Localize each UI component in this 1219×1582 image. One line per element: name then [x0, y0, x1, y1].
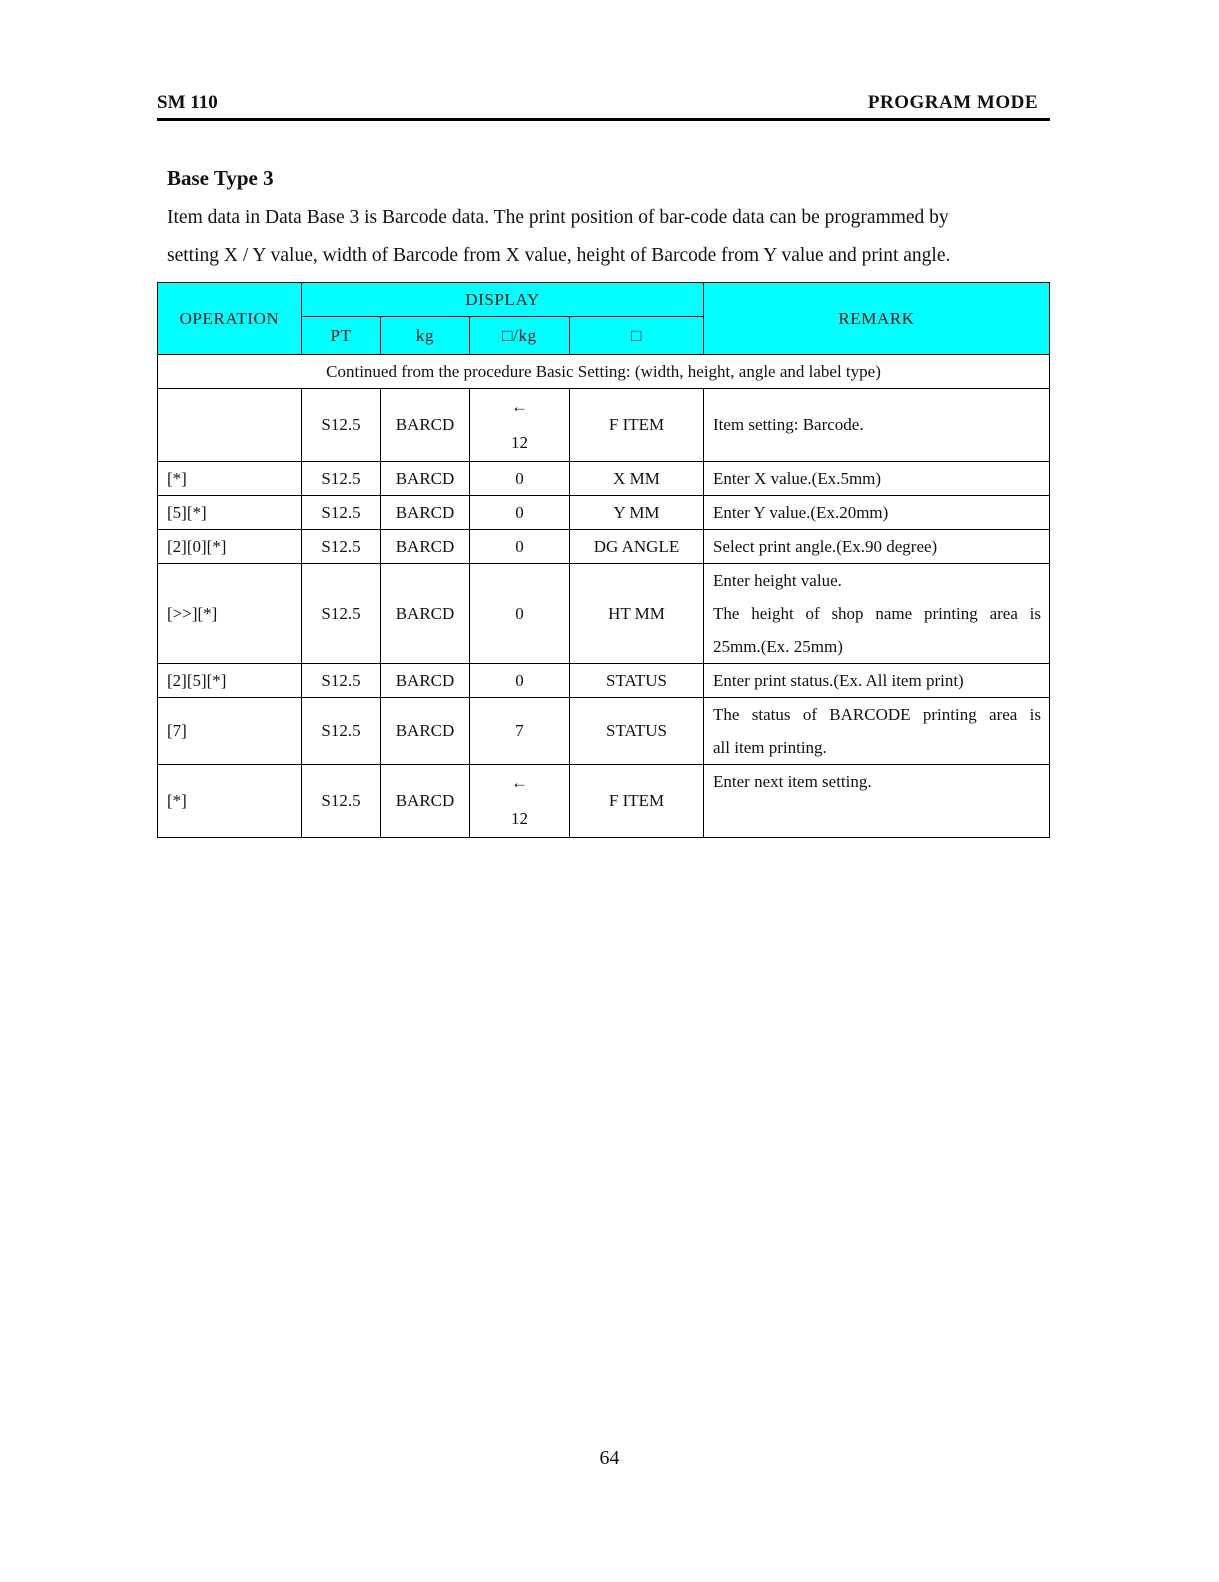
display-cell: STATUS	[570, 698, 704, 765]
remark-cell	[704, 698, 1050, 765]
op-cell: [*]	[158, 765, 302, 838]
remark-cell: Enter next item setting.	[704, 765, 1050, 838]
kg-cell: BARCD	[381, 564, 470, 664]
price-cell: 0	[470, 496, 570, 530]
table-row	[158, 664, 1050, 698]
remark-cell: Enter Y value.(Ex.20mm)	[704, 496, 1050, 530]
remark-line: 25mm.(Ex. 25mm)	[713, 637, 843, 656]
remark-cell: Select print angle.(Ex.90 degree)	[704, 530, 1050, 564]
display-cell: X MM	[570, 462, 704, 496]
header-price: □	[570, 317, 704, 355]
page-header	[157, 90, 1050, 121]
table-row	[158, 496, 1050, 530]
table-row	[158, 765, 1050, 838]
display-cell: Y MM	[570, 496, 704, 530]
header-operation: OPERATION	[158, 283, 302, 355]
table-row	[158, 462, 1050, 496]
intro-paragraph	[167, 199, 1047, 275]
kg-cell: BARCD	[381, 389, 470, 462]
kg-cell: BARCD	[381, 664, 470, 698]
procedure-table	[157, 282, 1050, 838]
pt-cell: S12.5	[302, 664, 381, 698]
pt-cell: S12.5	[302, 496, 381, 530]
remark-cell: Enter X value.(Ex.5mm)	[704, 462, 1050, 496]
continued-note: Continued from the procedure Basic Setting: (width, height, angle and label type)	[158, 355, 1050, 389]
price-cell: 7	[470, 698, 570, 765]
price-cell	[470, 389, 570, 462]
display-cell: STATUS	[570, 664, 704, 698]
remark-line: all item printing.	[713, 738, 827, 757]
model-name: SM 110	[157, 92, 218, 113]
op-cell	[158, 389, 302, 462]
display-cell: HT MM	[570, 564, 704, 664]
header-display: DISPLAY	[302, 283, 704, 317]
table-row	[158, 389, 1050, 462]
header-price-per-kg: □/kg	[470, 317, 570, 355]
header-remark: REMARK	[704, 283, 1050, 355]
left-arrow-icon: ←	[511, 773, 528, 792]
price-cell: 0	[470, 462, 570, 496]
intro-line: setting X / Y value, width of Barcode from X value, height of Barcode from Y value and print angle.	[167, 245, 951, 266]
remark-line: The status of BARCODE printing area is	[713, 705, 1041, 724]
page-number: 64	[599, 1447, 620, 1469]
display-cell: F ITEM	[570, 389, 704, 462]
price-cell: 0	[470, 664, 570, 698]
op-cell: [>>][*]	[158, 564, 302, 664]
display-cell: F ITEM	[570, 765, 704, 838]
table-row	[158, 698, 1050, 765]
pt-cell: S12.5	[302, 564, 381, 664]
kg-cell: BARCD	[381, 462, 470, 496]
mode-name: PROGRAM MODE	[867, 92, 1038, 113]
op-cell: [5][*]	[158, 496, 302, 530]
remark-line: The height of shop name printing area is	[713, 604, 1041, 623]
price-cell: 0	[470, 530, 570, 564]
price-cell	[470, 765, 570, 838]
op-cell: [2][5][*]	[158, 664, 302, 698]
remark-cell	[704, 564, 1050, 664]
price-value: 12	[511, 433, 528, 452]
header-pt: PT	[302, 317, 381, 355]
left-arrow-icon: ←	[511, 397, 528, 416]
section-title: Base Type 3	[167, 166, 274, 190]
kg-cell: BARCD	[381, 530, 470, 564]
remark-cell: Item setting: Barcode.	[704, 389, 1050, 462]
header-kg: kg	[381, 317, 470, 355]
kg-cell: BARCD	[381, 496, 470, 530]
price-cell: 0	[470, 564, 570, 664]
pt-cell: S12.5	[302, 698, 381, 765]
remark-line: Enter height value.	[713, 571, 842, 590]
pt-cell: S12.5	[302, 389, 381, 462]
pt-cell: S12.5	[302, 530, 381, 564]
kg-cell: BARCD	[381, 765, 470, 838]
display-cell: DG ANGLE	[570, 530, 704, 564]
intro-line: Item data in Data Base 3 is Barcode data. The print position of bar-code data can be programmed by	[167, 207, 949, 228]
table-row	[158, 530, 1050, 564]
pt-cell: S12.5	[302, 462, 381, 496]
kg-cell: BARCD	[381, 698, 470, 765]
price-value: 12	[511, 809, 528, 828]
pt-cell: S12.5	[302, 765, 381, 838]
op-cell: [7]	[158, 698, 302, 765]
op-cell: [*]	[158, 462, 302, 496]
table-row	[158, 564, 1050, 664]
op-cell: [2][0][*]	[158, 530, 302, 564]
remark-cell: Enter print status.(Ex. All item print)	[704, 664, 1050, 698]
